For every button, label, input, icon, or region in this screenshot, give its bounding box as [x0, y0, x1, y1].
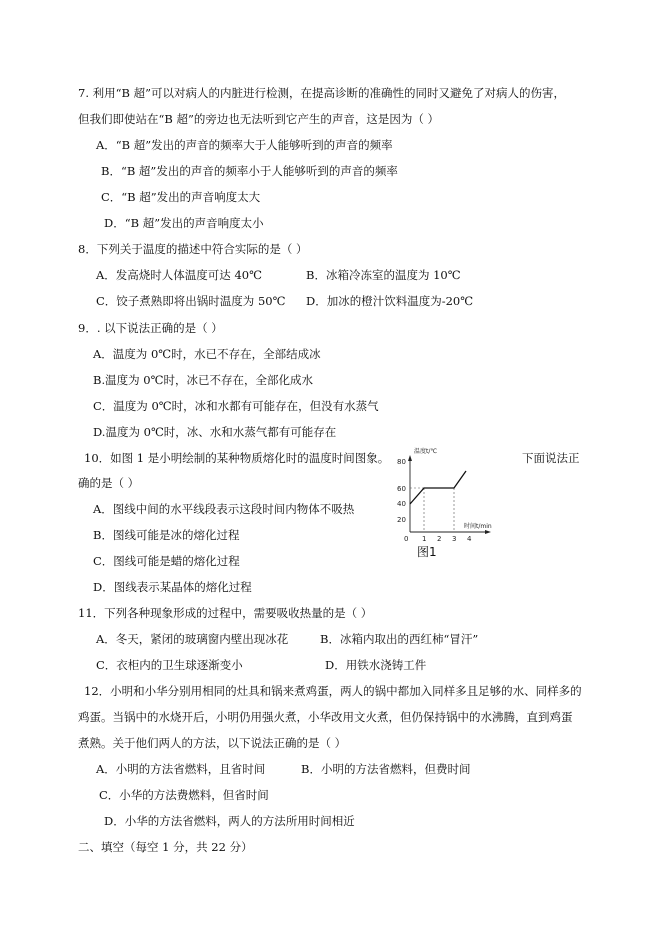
q11-option-b: B．冰箱内取出的西红柿“冒汗” — [320, 632, 479, 646]
q12-stem-line2: 鸡蛋。当锅中的水烧开后，小明仍用强火煮，小华改用文火煮，但仍保持锅中的水沸腾，直到鸡蛋 — [78, 710, 573, 724]
q7-option-b: B．“B 超”发出的声音的频率小于人能够听到的声音的频率 — [101, 164, 398, 178]
melting-curve-figure — [396, 444, 506, 548]
q8-option-a: A．发高烧时人体温度可达 40℃ — [96, 268, 262, 282]
q9-option-a: A．温度为 0℃时，水已不存在，全部结成冰 — [93, 347, 321, 361]
q12-option-b: B．小明的方法省燃料，但费时间 — [301, 762, 471, 776]
q10-option-a: A．图线中间的水平线段表示这段时间内物体不吸热 — [93, 502, 355, 516]
x-tick-1: 1 — [422, 535, 427, 543]
q12-stem-line3: 煮熟。关于他们两人的方法，以下说法正确的是（ ） — [78, 736, 347, 750]
x-tick-2: 2 — [437, 535, 442, 543]
q9-stem: 9．. 以下说法正确的是（ ） — [78, 321, 223, 335]
q8-option-d: D．加冰的橙汁饮料温度为-20℃ — [306, 294, 474, 308]
q11-option-c: C．衣柜内的卫生球逐渐变小 — [96, 658, 243, 672]
q12-option-a: A．小明的方法省燃料，且省时间 — [96, 762, 266, 776]
q10-option-b: B．图线可能是冰的熔化过程 — [93, 528, 240, 542]
y-tick-20: 20 — [397, 516, 406, 524]
q7-option-c: C．“B 超”发出的声音响度太大 — [101, 190, 261, 204]
q10-option-d: D．图线表示某晶体的熔化过程 — [93, 580, 252, 594]
q9-option-b: B.温度为 0℃时，冰已不存在，全部化成水 — [93, 373, 313, 387]
y-tick-80: 80 — [397, 458, 406, 466]
y-tick-60: 60 — [397, 485, 406, 493]
q8-option-b: B．冰箱冷冻室的温度为 10℃ — [306, 268, 461, 282]
q7-stem-line1: 7. 利用“B 超”可以对病人的内脏进行检测，在提高诊断的准确性的同时又避免了对病人的伤害， — [78, 86, 565, 100]
x-tick-3: 3 — [452, 535, 457, 543]
q10-stem-line2: 确的是（ ） — [78, 476, 140, 490]
q7-option-a: A．“B 超”发出的声音的频率大于人能够听到的声音的频率 — [96, 138, 393, 152]
y-axis-label: 温度t/℃ — [414, 448, 438, 455]
q11-option-a: A．冬天，紧闭的玻璃窗内壁出现冰花 — [96, 632, 289, 646]
q7-stem-line2: 但我们即使站在“B 超”的旁边也无法听到它产生的声音，这是因为（ ） — [78, 112, 440, 126]
q11-stem: 11．下列各种现象形成的过程中，需要吸收热量的是（ ） — [78, 606, 373, 620]
q10-stem-line1: 10．如图 1 是小明绘制的某种物质熔化时的温度时间图象。 — [84, 451, 390, 465]
melting-curve-line — [410, 471, 466, 504]
q10-stem-line1-tail: 下面说法正 — [522, 451, 580, 465]
q9-option-d: D.温度为 0℃时，冰、水和水蒸气都有可能存在 — [93, 425, 337, 439]
q11-option-d: D．用铁水浇铸工件 — [325, 658, 427, 672]
x-axis-arrow — [485, 530, 491, 534]
q12-option-c: C．小华的方法费燃料，但省时间 — [99, 788, 269, 802]
q8-stem: 8．下列关于温度的描述中符合实际的是（ ） — [78, 242, 308, 256]
x-tick-0: 0 — [404, 535, 409, 543]
section-2-heading: 二、填空（每空 1 分，共 22 分） — [78, 840, 253, 854]
x-axis-label: 时间t/min — [464, 523, 492, 530]
q12-option-d: D．小华的方法省燃料，两人的方法所用时间相近 — [104, 814, 355, 828]
q10-option-c: C．图线可能是蜡的熔化过程 — [93, 554, 240, 568]
y-axis-arrow — [408, 455, 412, 461]
q8-option-c: C．饺子煮熟即将出锅时温度为 50℃ — [96, 294, 286, 308]
q7-option-d: D．“B 超”发出的声音响度太小 — [104, 216, 264, 230]
q12-stem-line1: 12．小明和小华分别用相同的灶具和锅来煮鸡蛋，两人的锅中都加入同样多且足够的水、同样多的 — [84, 684, 582, 698]
q9-option-c: C．温度为 0℃时，冰和水都有可能存在，但没有水蒸气 — [93, 399, 379, 413]
figure-caption: 图1 — [417, 545, 437, 559]
x-tick-4: 4 — [467, 535, 472, 543]
y-tick-40: 40 — [397, 500, 406, 508]
